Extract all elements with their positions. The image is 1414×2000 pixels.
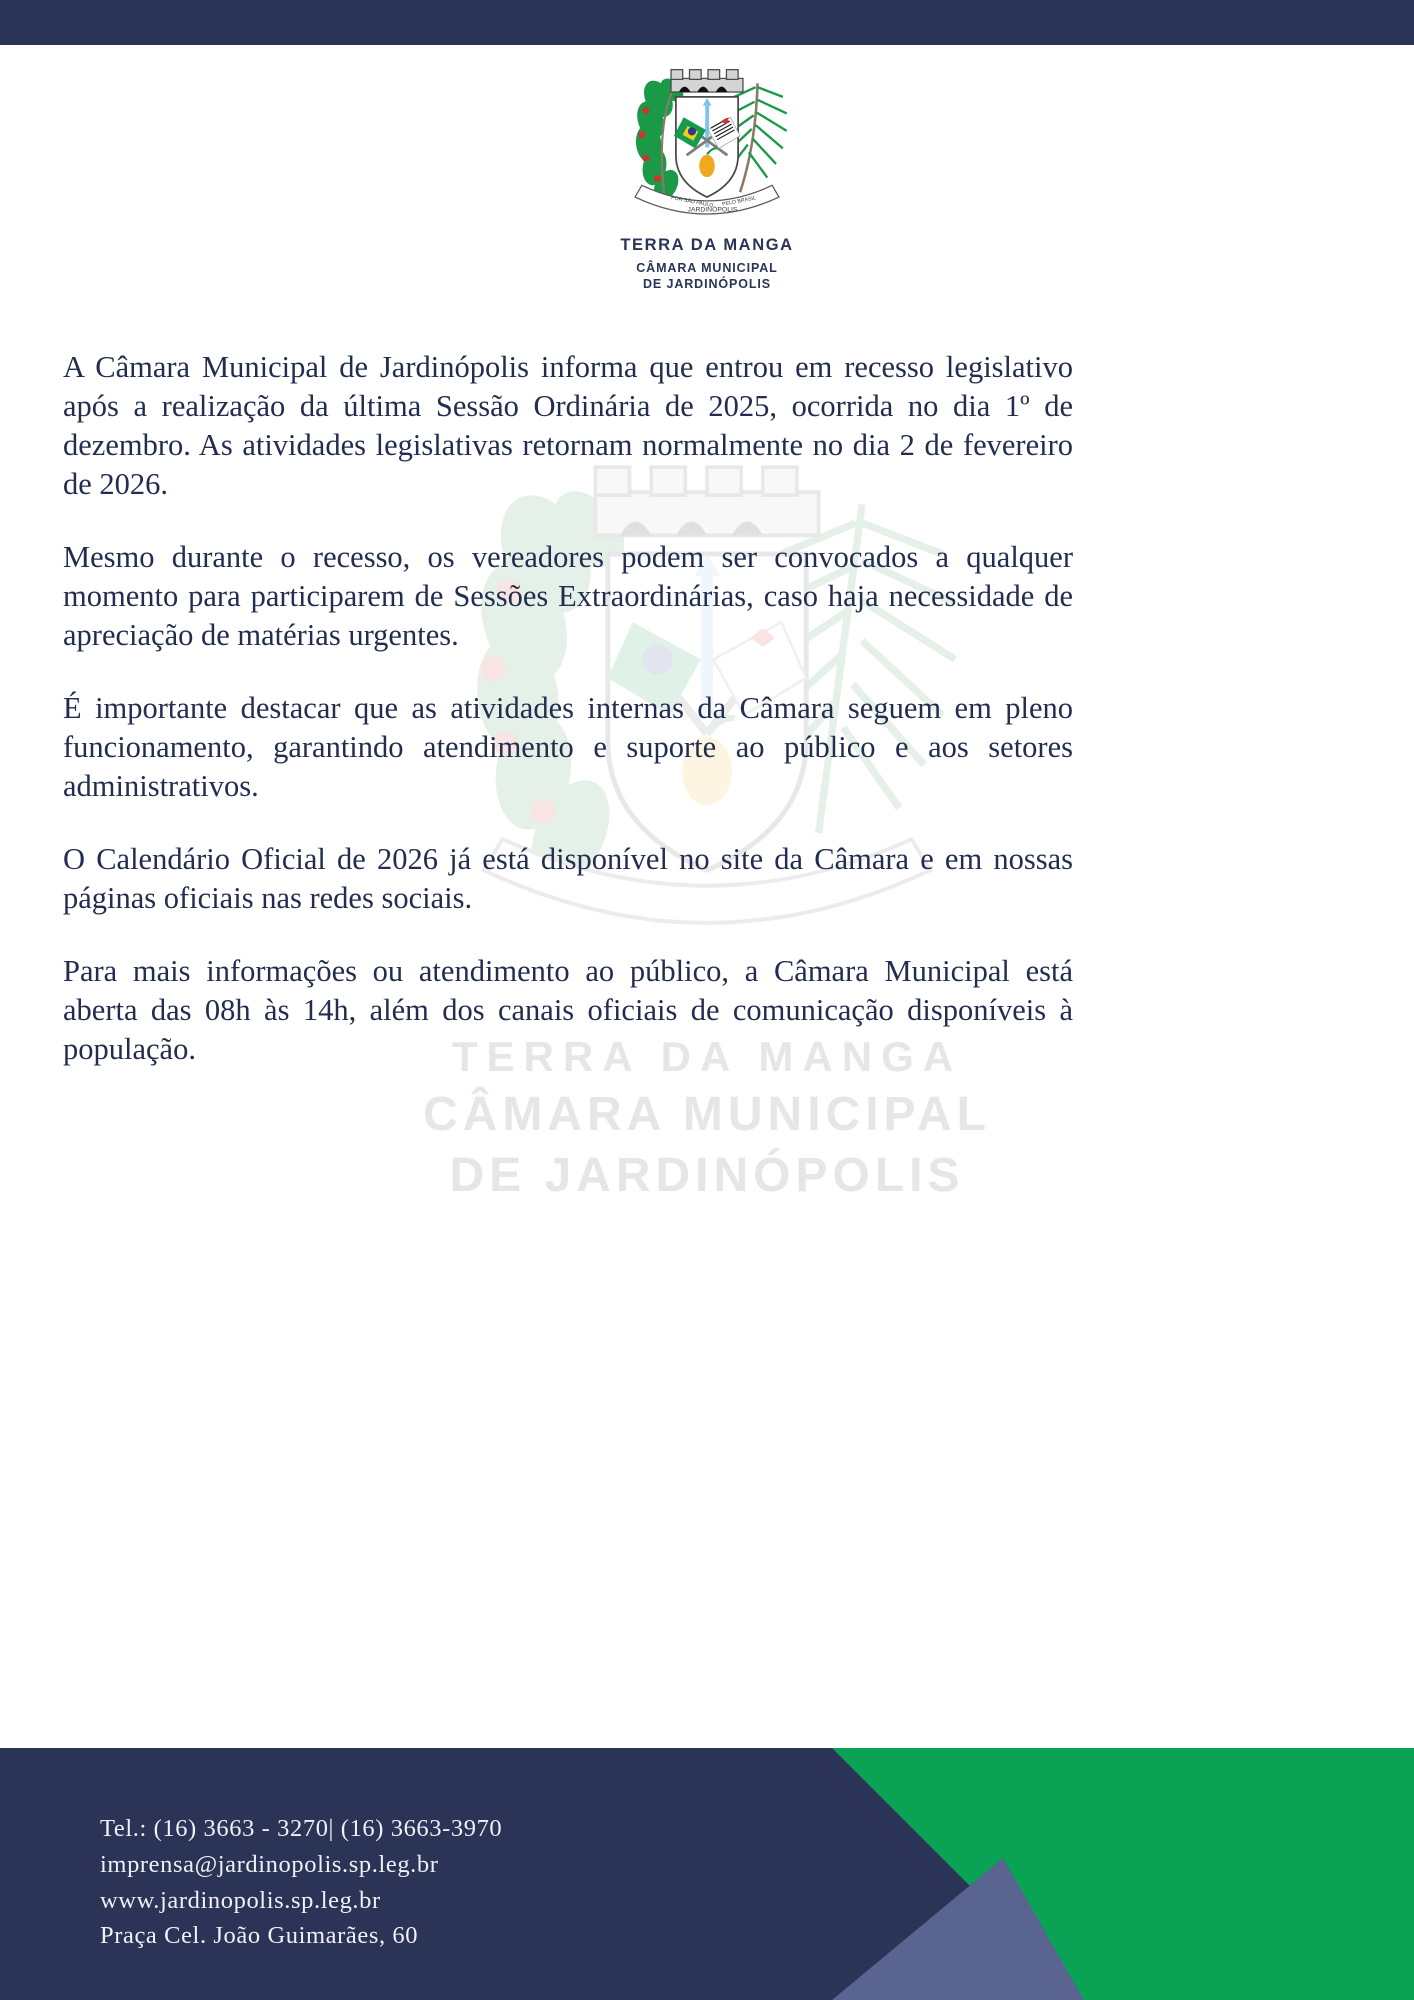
watermark-line-2: CÂMARA MUNICIPAL: [423, 1087, 991, 1141]
document-body: [63, 348, 1073, 1069]
header-logo-block: [0, 58, 1414, 292]
ribbon-left-text: POR SÃO PAULO: [670, 195, 714, 210]
paragraph-2: Mesmo durante o recesso, os vereadores podem ser convocados a qualquer momento para participarem de Sessões Extraordinárias, caso haja necessidade de apreciação de matérias urgentes.: [63, 540, 1073, 653]
ribbon-center-text: JARDINÓPOLIS: [687, 206, 738, 214]
logo-title-de-jardinopolis: DE JARDINÓPOLIS: [642, 277, 772, 291]
footer-phone: Tel.: (16) 3663 - 3270| (16) 3663-3970: [100, 1815, 503, 1842]
footer-contact-info: [100, 1811, 502, 1954]
logo-title-terra-da-manga: TERRA DA MANGA: [620, 236, 794, 254]
logo-title-camara-municipal: CÂMARA MUNICIPAL: [636, 261, 778, 275]
ribbon-right-text: PELO BRASIL: [721, 195, 757, 208]
paragraph-5: Para mais informações ou atendimento ao público, a Câmara Municipal está aberta das 08h às 14h, além dos canais oficiais de comunicação disponíveis à população.: [63, 954, 1073, 1067]
paragraph-3: É importante destacar que as atividades internas da Câmara seguem em pleno funcionamento, garantindo atendimento e suporte ao público e aos setores administrativos.: [63, 691, 1073, 804]
paragraph-1: A Câmara Municipal de Jardinópolis informa que entrou em recesso legislativo após a realização da última Sessão Ordinária de 2025, ocorrida no dia 1º de dezembro. As atividades legislativas retornam normalmente no dia 2 de fevereiro de 2026.: [63, 350, 1073, 502]
footer-email[interactable]: imprensa@jardinopolis.sp.leg.br: [100, 1850, 439, 1878]
coat-of-arms-icon: [607, 58, 807, 233]
footer-address: Praça Cel. João Guimarães, 60: [100, 1922, 419, 1950]
footer-website[interactable]: www.jardinopolis.sp.leg.br: [100, 1886, 381, 1914]
watermark-line-1: TERRA DA MANGA: [451, 1033, 963, 1080]
top-accent-bar: [0, 0, 1414, 45]
paragraph-4: O Calendário Oficial de 2026 já está disponível no site da Câmara e em nossas páginas oficiais nas redes sociais.: [63, 842, 1073, 916]
watermark-line-3: DE JARDINÓPOLIS: [449, 1149, 965, 1203]
page-footer: [0, 1748, 1414, 2000]
